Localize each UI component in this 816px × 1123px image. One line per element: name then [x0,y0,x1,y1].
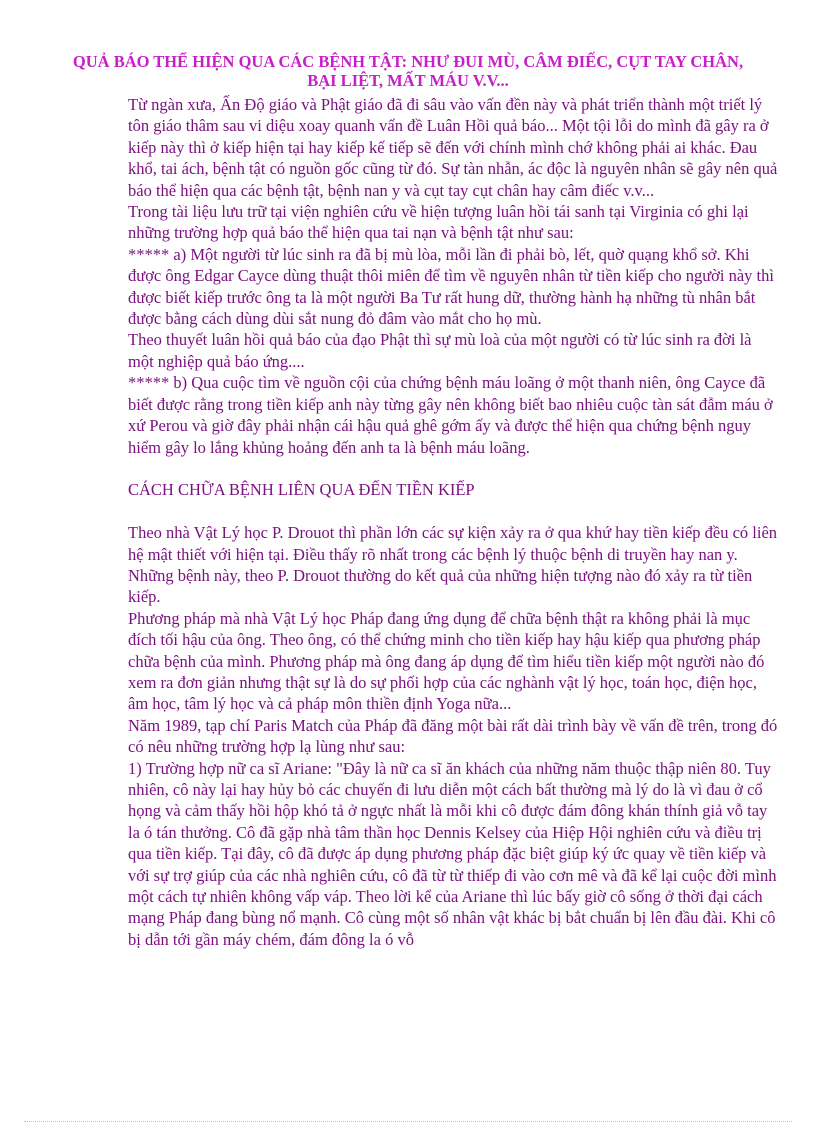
blank-line [128,458,778,479]
paragraph: ***** a) Một người từ lúc sinh ra đã bị mù lòa, mỗi lần đi phải bò, lết, quờ quạng khổ sở. Khi được ông Edgar Cayce dùng thuật thôi miên để tìm về nguyên nhân từ tiền kiếp cho người này thì được biết kiếp trước ông ta là một người Ba Tư rất hung dữ, thường hành hạ những tù nhân bắt được bằng cách dùng dùi sắt nung đỏ đâm vào mắt cho họ mù. [128,244,774,329]
section-heading: CÁCH CHỮA BỆNH LIÊN QUA ĐẾN TIỀN KIẾP [128,480,475,500]
paragraph: Trong tài liệu lưu trữ tại viện nghiên cứu về hiện tượng luân hồi tái sanh tại Virginia có ghi lại những trường hợp quả báo thể hiện qua tai nạn và bệnh tật như sau: [128,202,749,243]
document-body [128,94,778,950]
paragraph: ***** b) Qua cuộc tìm về nguồn cội của chứng bệnh máu loãng ở một thanh niên, ông Cayce đã biết được rằng trong tiền kiếp anh này từng gây nên không biết bao nhiêu cuộc tàn sát đẫm máu ở xứ Perou và giờ đây phải nhận cái hậu quả ghê gớm ấy và được thể hiện qua chứng bệnh nguy hiểm gây lo lắng khủng hoảng đến anh ta là bệnh máu loãng. [128,373,773,457]
paragraph: Theo thuyết luân hồi quả báo của đạo Phật thì sự mù loà của một người có từ lúc sinh ra đời là một nghiệp quả báo ứng.... [128,330,752,371]
page-title: QUẢ BÁO THỂ HIỆN QUA CÁC BỆNH TẬT: NHƯ ĐUI MÙ, CÂM ĐIẾC, CỤT TAY CHÂN, BẠI LIỆT, MẤT MÁU V.V... [72,52,744,90]
page-bottom-rule [24,1121,792,1122]
paragraph: Năm 1989, tạp chí Paris Match của Pháp đã đăng một bài rất dài trình bày về vấn đề trên, trong đó có nêu những trường hợp lạ lùng như sau: [128,715,778,757]
paragraph: 1) Trường hợp nữ ca sĩ Ariane: "Đây là nữ ca sĩ ăn khách của những năm thuộc thập niên 80. Tuy nhiên, cô này lại hay hủy bỏ các chuyến đi lưu diễn một cách bất thường mà lý do là vì đau ở cổ họng và cảm thấy hồi hộp khó tả ở ngực nhất là mỗi khi cô được đám đông khán thính giả vỗ tay la ó tán thưởng. Cô đã gặp nhà tâm thần học Dennis Kelsey của Hiệp Hội nghiên cứu và điều trị qua tiền kiếp. Tại đây, cô đã được áp dụng phương pháp đặc biệt giúp ký ức quay về tiền kiếp và với sự trợ giúp của các nhà nghiên cứu, cô đã từ từ thiếp đi vào cơn mê và đã kể lại cuộc đời mình một cách tự nhiên không vấp váp. Theo lời kể của Ariane thì lúc bấy giờ cô sống ở thời đại cách mạng Pháp đang bùng nổ mạnh. Cô cùng một số nhân vật khác bị bắt chuẩn bị lên đầu đài. Khi cô bị dẫn tới gần máy chém, đám đông la ó vỗ [128,758,777,949]
paragraph: Từ ngàn xưa, Ấn Độ giáo và Phật giáo đã đi sâu vào vấn đền này và phát triển thành một triết lý tôn giáo thâm sau vi diệu xoay quanh vấn đề Luân Hồi quả báo... Một tội lỗi do mình đã gây ra ở kiếp này thì ở kiếp hiện tại hay kiếp kế tiếp sẽ đến với chính mình chớ không phải ai khác. Đau khổ, tai ách, bệnh tật có nguồn gốc cũng từ đó. Sự tàn nhẫn, ác độc là nguyên nhân sẽ gây nên quả báo thể hiện qua các bệnh tật, bệnh nan y và cụt tay cụt chân hay câm điếc v.v... [128,95,778,200]
paragraph: Phương pháp mà nhà Vật Lý học Pháp đang ứng dụng để chữa bệnh thật ra không phải là mục đích tối hậu của ông. Theo ông, có thể chứng minh cho tiền kiếp hay hậu kiếp qua phương pháp chữa bệnh của mình. Phương pháp mà ông đang áp dụng để tìm hiểu tiền kiếp một người nào đó xem ra đơn giản nhưng thật sự là do sự phối hợp của các nghành vật lý học, toán học, điện học, âm học, tâm lý học và cả pháp môn thiền định Yoga nữa... [128,608,765,714]
blank-line [128,501,778,522]
paragraph: Theo nhà Vật Lý học P. Drouot thì phần lớn các sự kiện xảy ra ở qua khứ hay tiền kiếp đều có liên hệ mật thiết với hiện tại. Điều thấy rõ nhất trong các bệnh lý thuộc bệnh di truyền hay nan y. Những bệnh này, theo P. Drouot thường do kết quả của những hiện tượng nào đó xảy ra từ tiền kiếp. [128,523,778,607]
